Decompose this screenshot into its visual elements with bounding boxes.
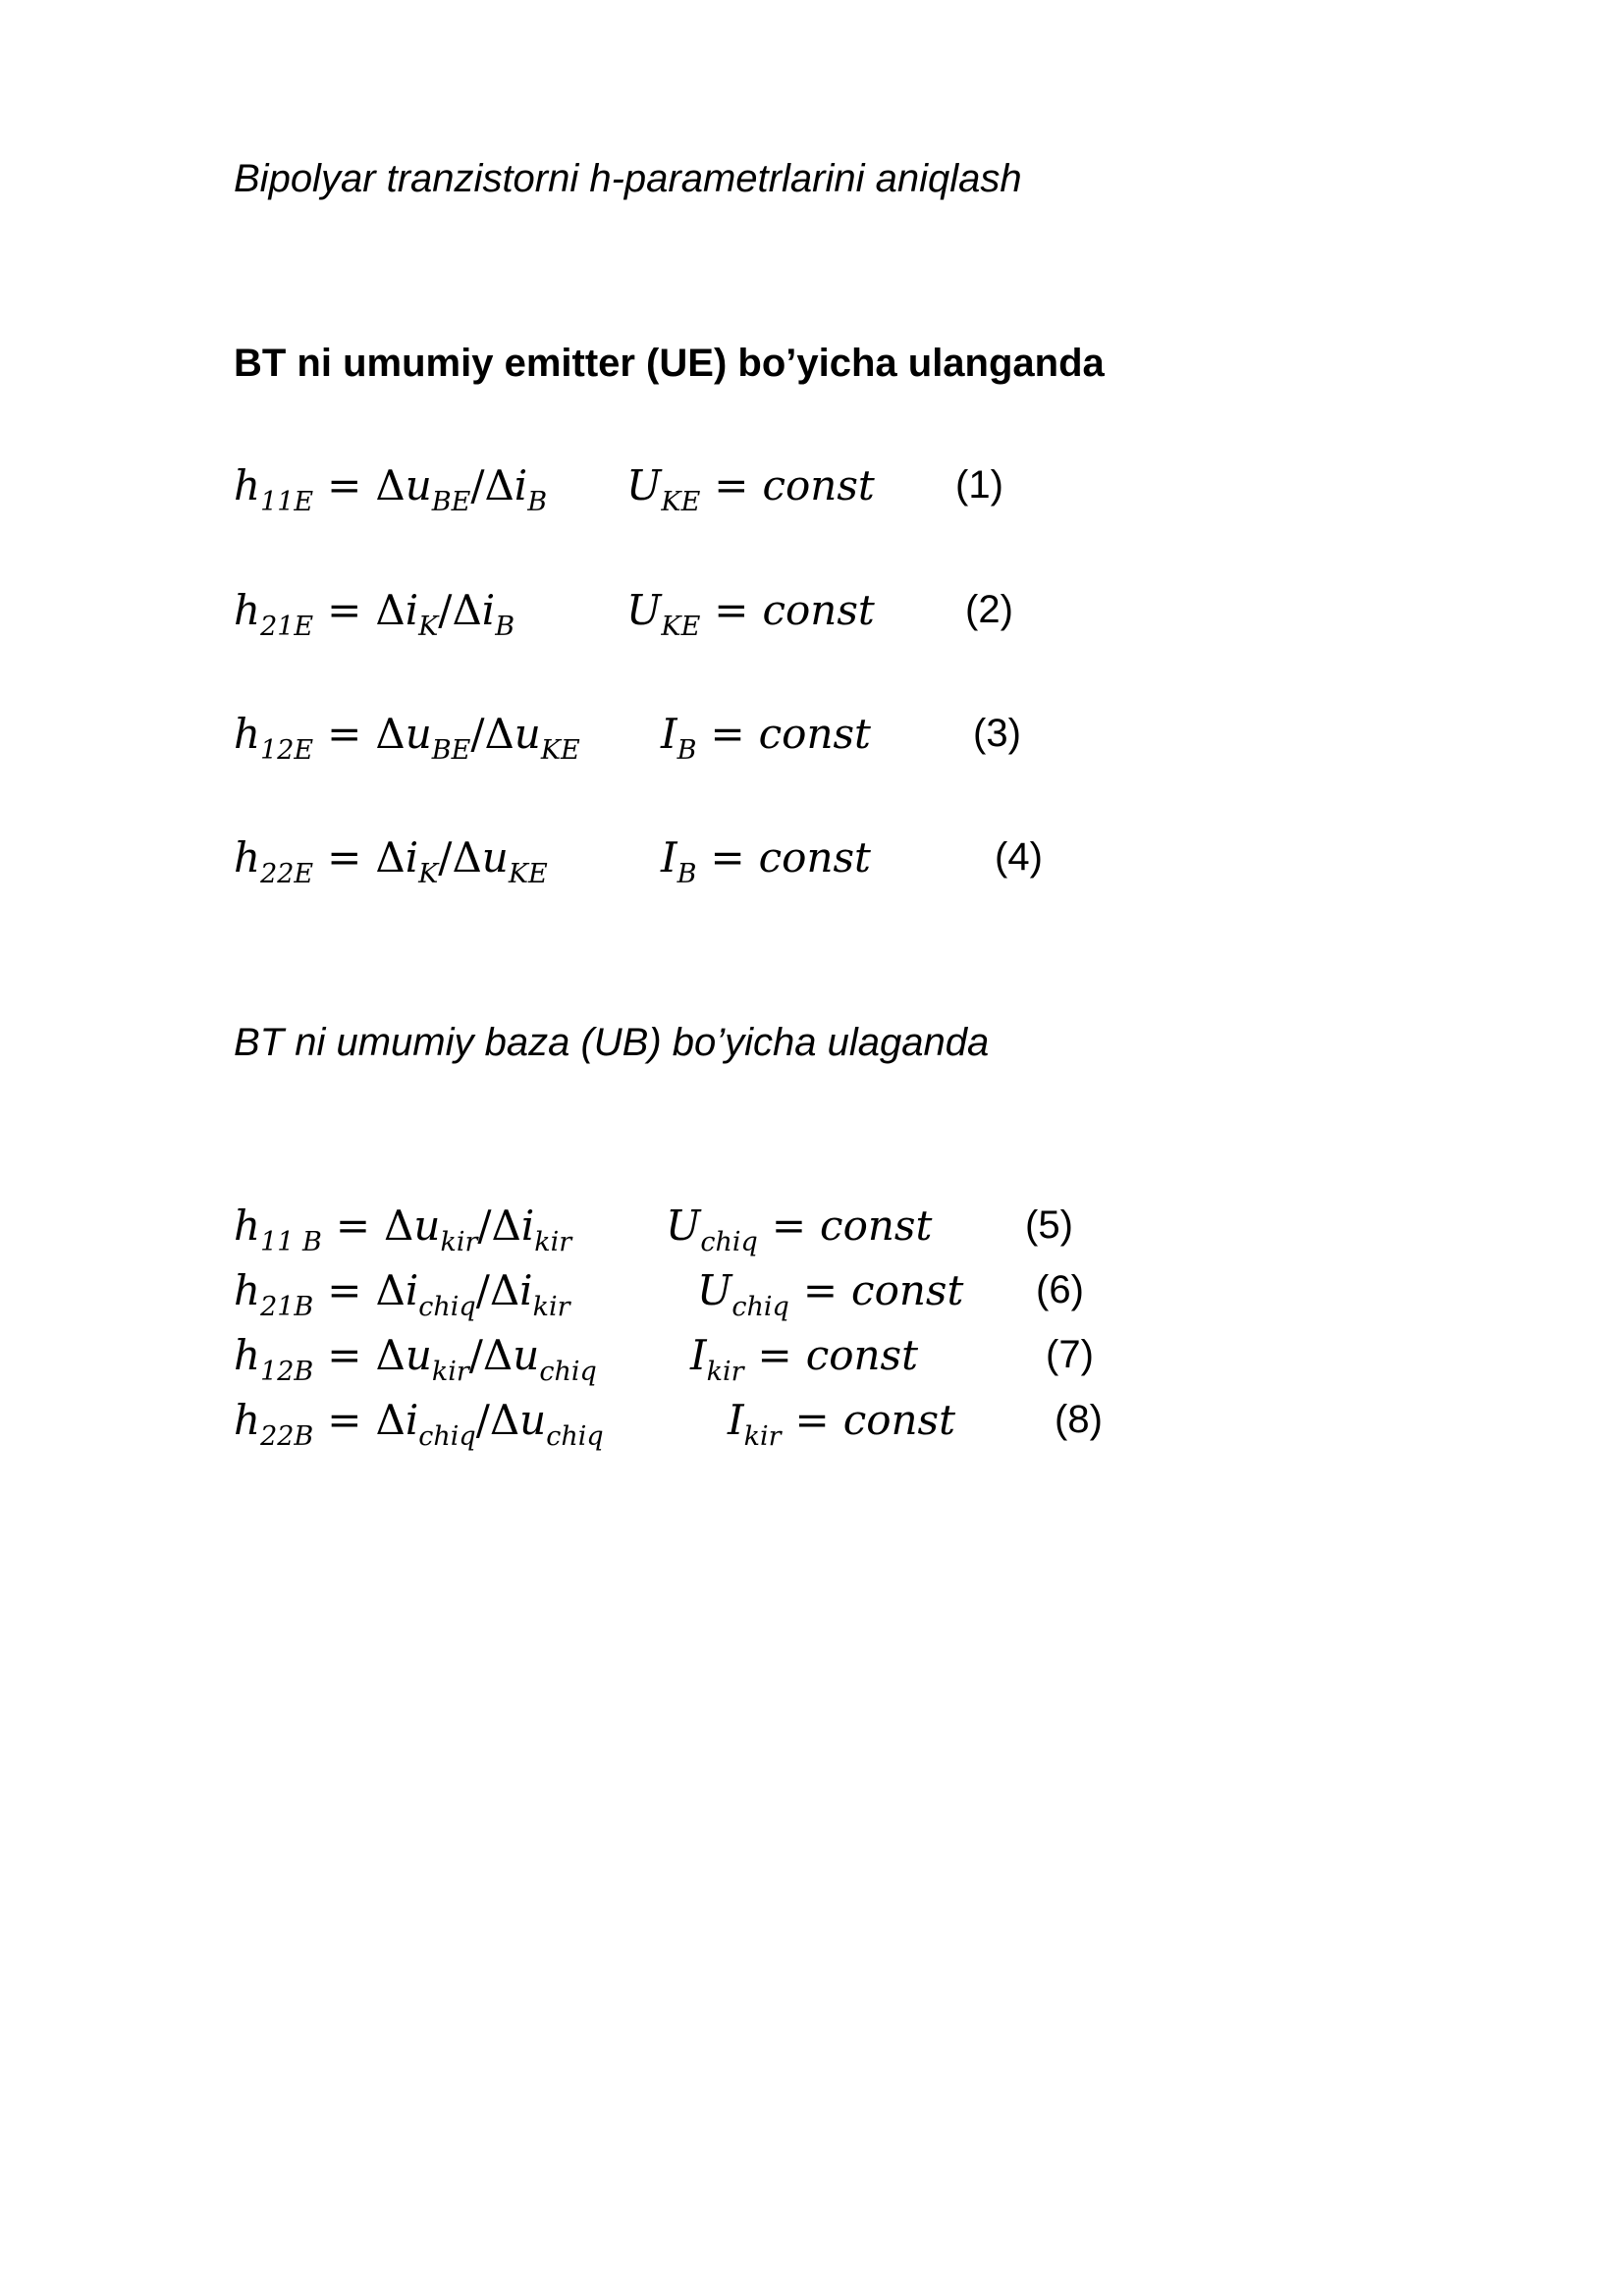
equation-number: (5) xyxy=(1025,1203,1073,1247)
equation-number: (4) xyxy=(995,835,1043,879)
equation-number: (7) xyxy=(1046,1333,1094,1376)
equation-formula: $h_{22E} = \Delta i_K/\Delta u_{KE}$ xyxy=(234,833,548,889)
equation-condition: $I_{kir}$ = const xyxy=(728,1396,955,1452)
equation-formula: $h_{12B} = \Delta u_{kir}/\Delta u_{chiq}$ xyxy=(234,1331,597,1387)
equation-condition: $U_{KE}$ = const xyxy=(626,461,875,517)
document-title: Bipolyar tranzistorni h-parametrlarini aniqlash xyxy=(234,157,1022,200)
equation-number: (1) xyxy=(955,463,1003,507)
section-heading-common-emitter: BT ni umumiy emitter (UE) bo’yicha ulanganda xyxy=(234,342,1105,385)
section-heading-common-base: BT ni umumiy baza (UB) bo’yicha ulaganda xyxy=(234,1021,990,1064)
equation-formula: $h_{11E} = \Delta u_{BE}/\Delta i_B$ xyxy=(234,461,548,517)
equation-number: (3) xyxy=(973,712,1021,755)
equation-condition: $U_{KE}$ = const xyxy=(626,586,875,642)
equation-formula: $h_{21E} = \Delta i_K/\Delta i_B$ xyxy=(234,586,515,642)
equation-condition: $I_B$ = const xyxy=(661,710,871,766)
equation-number: (6) xyxy=(1036,1268,1084,1311)
equation-formula: $h_{22B} = \Delta i_{chiq}/\Delta u_{chiq}$ xyxy=(234,1396,604,1452)
equation-number: (2) xyxy=(965,588,1013,631)
equation-formula: $h_{11 B} = \Delta u_{kir}/\Delta i_{kir}$ xyxy=(234,1201,572,1257)
equation-condition: $I_B$ = const xyxy=(661,833,871,889)
equation-condition: $U_{chiq}$ = const xyxy=(666,1201,933,1257)
equation-number: (8) xyxy=(1055,1398,1103,1441)
equation-formula: $h_{12E} = \Delta u_{BE}/\Delta u_{KE}$ xyxy=(234,710,580,766)
equation-condition: $U_{chiq}$ = const xyxy=(697,1266,964,1322)
equation-condition: $I_{kir}$ = const xyxy=(690,1331,918,1387)
equation-formula: $h_{21B} = \Delta i_{chiq}/\Delta i_{kir}$ xyxy=(234,1266,570,1322)
